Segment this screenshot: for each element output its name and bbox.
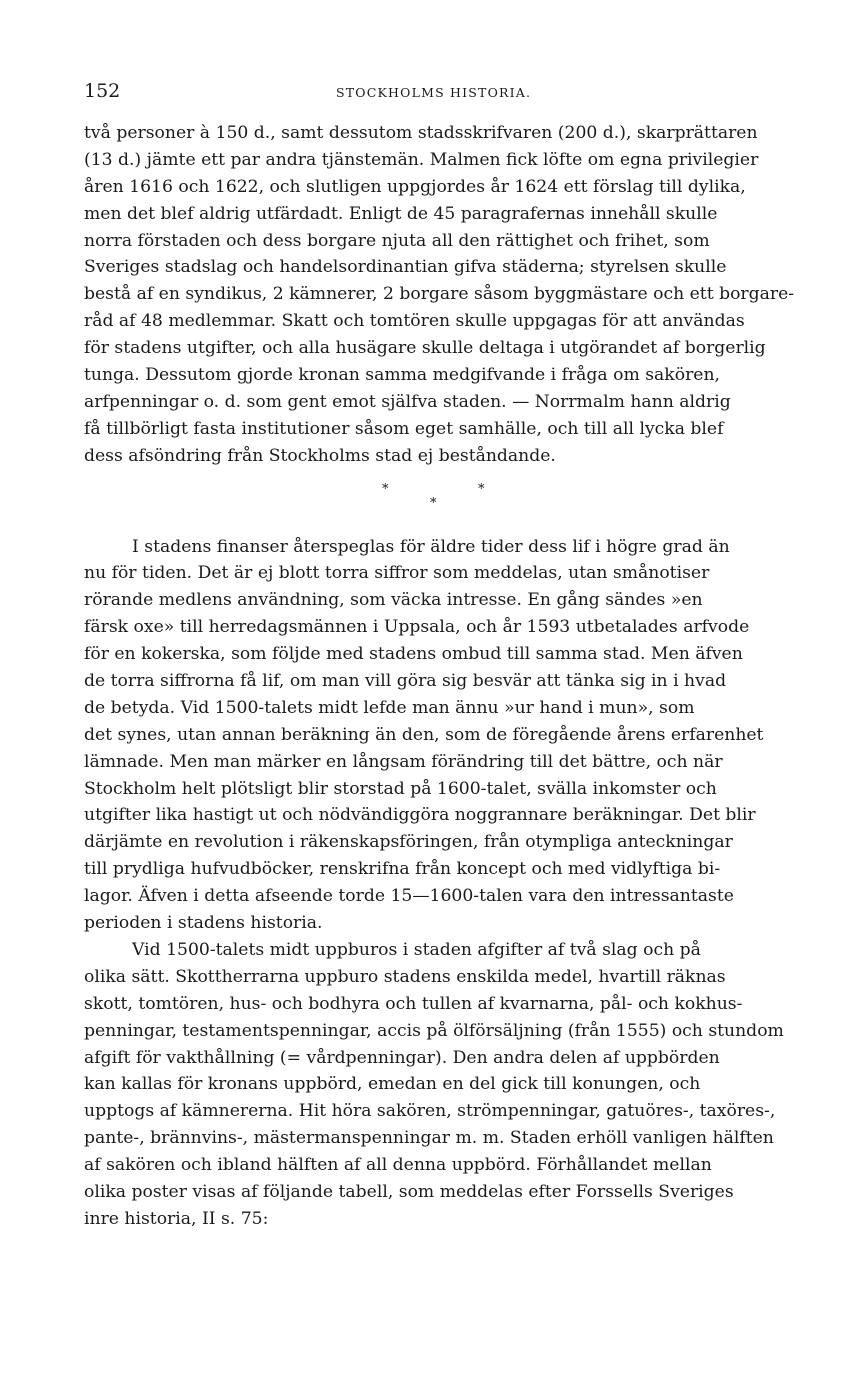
text-line: få tillbörligt fasta institutioner såsom eget samhälle, och till all lycka blef bbox=[84, 418, 724, 439]
text-line: men det blef aldrig utfärdadt. Enligt de 45 paragrafernas innehåll skulle bbox=[84, 203, 718, 224]
text-line: färsk oxe» till herredagsmännen i Uppsala, och år 1593 utbetalades arfvode bbox=[84, 617, 750, 638]
text-line: rörande medlens användning, som väcka intresse. En gång sändes »en bbox=[84, 590, 703, 611]
asterisk: * bbox=[430, 495, 437, 511]
text-line: inre historia, II s. 75: bbox=[84, 1208, 269, 1229]
text-line: Stockholm helt plötsligt blir storstad på 1600-talet, svälla inkomster och bbox=[84, 778, 717, 799]
text-line: afgift för vakthållning (= vårdpenningar). Den andra delen af uppbörden bbox=[84, 1047, 720, 1068]
text-line: olika sätt. Skottherrarna uppburo stadens enskilda medel, hvartill räknas bbox=[84, 966, 726, 987]
text-line: tunga. Dessutom gjorde kronan samma medgifvande i fråga om sakören, bbox=[84, 365, 720, 386]
asterisk: * bbox=[382, 481, 389, 497]
text-line: råd af 48 medlemmar. Skatt och tomtören skulle uppgagas för att användas bbox=[84, 311, 745, 332]
text-line: till prydliga hufvudböcker, renskrifna från koncept och med vidlyftiga bi- bbox=[84, 859, 721, 880]
text-line: (13 d.) jämte ett par andra tjänstemän. Malmen fick löfte om egna privilegier bbox=[84, 149, 759, 170]
section-separator bbox=[84, 470, 814, 534]
text-line: därjämte en revolution i räkenskapsföringen, från otympliga anteckningar bbox=[84, 832, 733, 853]
text-line: lämnade. Men man märker en långsam förändring till det bättre, och när bbox=[84, 751, 723, 772]
paragraph-2 bbox=[84, 534, 814, 937]
text-line: kan kallas för kronans uppbörd, emedan en del gick till konungen, och bbox=[84, 1074, 701, 1095]
text-line: för en kokerska, som följde med stadens ombud till samma stad. Men äfven bbox=[84, 644, 743, 665]
page-number: 152 bbox=[84, 80, 121, 102]
text-line: nu för tiden. Det är ej blott torra siffror som meddelas, utan smånotiser bbox=[84, 563, 710, 584]
text-line: för stadens utgifter, och alla husägare skulle deltaga i utgörandet af borgerlig bbox=[84, 338, 766, 359]
text-line: arfpenningar o. d. som gent emot själfva staden. — Norrmalm hann aldrig bbox=[84, 391, 731, 412]
text-line: perioden i stadens historia. bbox=[84, 913, 323, 934]
text-line: af sakören och ibland hälften af all denna uppbörd. Förhållandet mellan bbox=[84, 1155, 712, 1176]
text-line: skott, tomtören, hus- och bodhyra och tullen af kvarnarna, pål- och kokhus- bbox=[84, 993, 743, 1014]
asterisk: * bbox=[478, 481, 485, 497]
text-line: bestå af en syndikus, 2 kämnerer, 2 borgare såsom byggmästare och ett borgare- bbox=[84, 284, 795, 305]
text-line: lagor. Äfven i detta afseende torde 15—1600-talen vara den intressantaste bbox=[84, 886, 734, 907]
paragraph-3 bbox=[84, 937, 814, 1233]
text-line: upptogs af kämnererna. Hit höra sakören, strömpenningar, gatuöres-, taxöres-, bbox=[84, 1101, 776, 1122]
text-line: de torra siffrorna få lif, om man vill göra sig besvär att tänka sig in i hvad bbox=[84, 671, 727, 692]
page-body bbox=[84, 120, 814, 1233]
paragraph-1 bbox=[84, 120, 814, 470]
page-header bbox=[84, 80, 764, 106]
running-title: STOCKHOLMS HISTORIA. bbox=[336, 85, 532, 100]
text-line: de betyda. Vid 1500-talets midt lefde man ännu »ur hand i mun», som bbox=[84, 697, 695, 718]
text-line: pante-, brännvins-, mästermanspenningar m. m. Staden erhöll vanligen hälften bbox=[84, 1128, 774, 1149]
text-line: Sveriges stadslag och handelsordinantian gifva städerna; styrelsen skulle bbox=[84, 257, 727, 278]
text-line: Vid 1500-talets midt uppburos i staden afgifter af två slag och på bbox=[132, 939, 701, 960]
text-line: penningar, testamentspenningar, accis på ölförsäljning (från 1555) och stundom bbox=[84, 1020, 784, 1041]
text-line: två personer à 150 d., samt dessutom stadsskrifvaren (200 d.), skarprättaren bbox=[84, 123, 758, 143]
text-line: det synes, utan annan beräkning än den, som de föregående årens erfarenhet bbox=[84, 724, 764, 745]
text-line: åren 1616 och 1622, och slutligen uppgjordes år 1624 ett förslag till dylika, bbox=[84, 176, 746, 197]
text-line: norra förstaden och dess borgare njuta all den rättighet och frihet, som bbox=[84, 230, 710, 251]
text-line: dess afsöndring från Stockholms stad ej beståndande. bbox=[84, 445, 556, 466]
text-line: utgifter lika hastigt ut och nödvändiggöra noggrannare beräkningar. Det blir bbox=[84, 805, 756, 826]
text-line: I stadens finanser återspeglas för äldre tider dess lif i högre grad än bbox=[132, 536, 730, 557]
text-line: olika poster visas af följande tabell, som meddelas efter Forssells Sveriges bbox=[84, 1181, 734, 1202]
